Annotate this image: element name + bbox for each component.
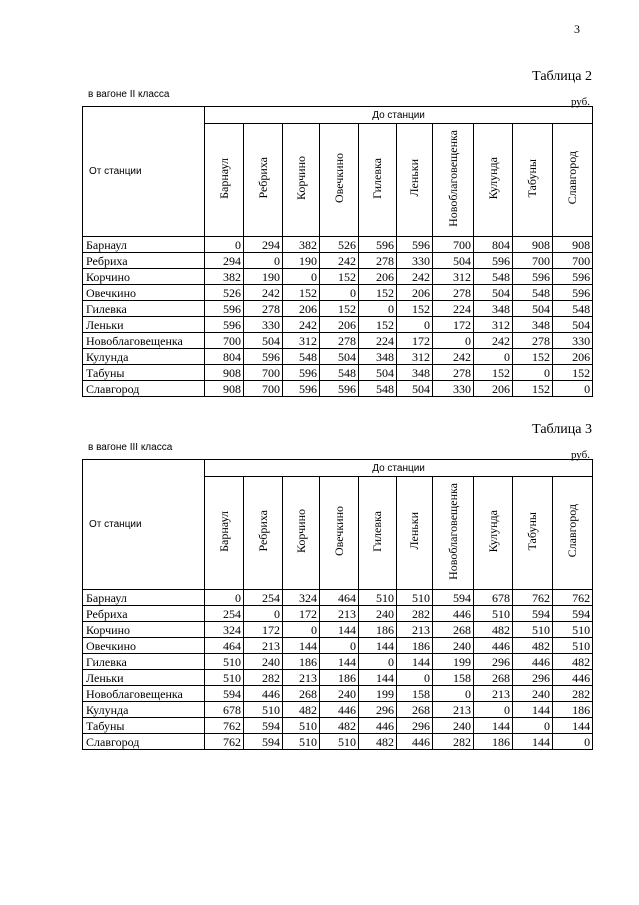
fare-cell: 804 <box>205 349 244 365</box>
fare-cell: 224 <box>359 333 397 349</box>
row-station-label: Табуны <box>83 718 205 734</box>
table-2-wagon-class: в вагоне II класса <box>88 89 170 100</box>
fare-cell: 199 <box>433 654 474 670</box>
column-header-label: Ребриха <box>255 157 270 199</box>
column-header <box>320 124 359 237</box>
fare-cell: 0 <box>205 237 244 253</box>
fare-cell: 152 <box>359 317 397 333</box>
fare-cell: 240 <box>433 638 474 654</box>
fare-cell: 186 <box>397 638 433 654</box>
fare-cell: 0 <box>553 734 593 750</box>
table-row <box>83 381 593 397</box>
fare-cell: 700 <box>244 381 283 397</box>
fare-cell: 144 <box>513 702 553 718</box>
fare-cell: 0 <box>553 381 593 397</box>
fare-cell: 510 <box>397 590 433 606</box>
fare-cell: 282 <box>244 670 283 686</box>
fare-cell: 596 <box>553 269 593 285</box>
fare-cell: 678 <box>474 590 513 606</box>
fare-cell: 330 <box>433 381 474 397</box>
fare-cell: 144 <box>397 654 433 670</box>
column-header <box>359 477 397 590</box>
fare-cell: 908 <box>205 381 244 397</box>
fare-cell: 213 <box>397 622 433 638</box>
fare-cell: 254 <box>244 590 283 606</box>
fare-cell: 348 <box>359 349 397 365</box>
fare-cell: 446 <box>244 686 283 702</box>
fare-cell: 594 <box>433 590 474 606</box>
fare-cell: 510 <box>320 734 359 750</box>
fare-cell: 510 <box>283 734 320 750</box>
fare-cell: 330 <box>553 333 593 349</box>
fare-cell: 242 <box>283 317 320 333</box>
fare-cell: 152 <box>474 365 513 381</box>
fare-cell: 382 <box>205 269 244 285</box>
from-station-header: От станции <box>83 460 205 590</box>
fare-cell: 504 <box>433 253 474 269</box>
fare-cell: 348 <box>397 365 433 381</box>
fare-cell: 294 <box>205 253 244 269</box>
fare-cell: 0 <box>244 253 283 269</box>
fare-cell: 446 <box>553 670 593 686</box>
column-header-label: Славгород <box>565 151 580 205</box>
fare-cell: 0 <box>283 269 320 285</box>
fare-cell: 254 <box>205 606 244 622</box>
fare-cell: 324 <box>283 590 320 606</box>
column-header <box>397 477 433 590</box>
fare-cell: 594 <box>244 718 283 734</box>
fare-cell: 594 <box>513 606 553 622</box>
table-3-title: Таблица 3 <box>532 422 592 437</box>
fare-cell: 199 <box>359 686 397 702</box>
fare-cell: 294 <box>244 237 283 253</box>
fare-cell: 213 <box>474 686 513 702</box>
table-row <box>83 269 593 285</box>
fare-cell: 330 <box>397 253 433 269</box>
fare-cell: 278 <box>513 333 553 349</box>
column-header-label: Табуны <box>525 511 539 551</box>
column-header-label: Новоблаговещенка <box>445 482 460 580</box>
fare-cell: 0 <box>359 301 397 317</box>
fare-cell: 144 <box>283 638 320 654</box>
fare-table-class-3 <box>82 459 593 750</box>
fare-cell: 268 <box>283 686 320 702</box>
column-header-label: Новоблаговещенка <box>445 129 460 227</box>
fare-cell: 282 <box>397 606 433 622</box>
fare-cell: 213 <box>433 702 474 718</box>
row-station-label: Гилевка <box>83 301 205 317</box>
fare-cell: 186 <box>359 622 397 638</box>
fare-cell: 240 <box>359 606 397 622</box>
fare-cell: 548 <box>320 365 359 381</box>
fare-cell: 278 <box>320 333 359 349</box>
fare-cell: 464 <box>320 590 359 606</box>
fare-cell: 348 <box>474 301 513 317</box>
fare-cell: 596 <box>397 237 433 253</box>
fare-cell: 240 <box>320 686 359 702</box>
fare-cell: 278 <box>433 285 474 301</box>
fare-cell: 158 <box>397 686 433 702</box>
table-row <box>83 317 593 333</box>
table-row <box>83 638 593 654</box>
row-station-label: Славгород <box>83 381 205 397</box>
row-station-label: Новоблаговещенка <box>83 686 205 702</box>
fare-cell: 510 <box>553 638 593 654</box>
fare-cell: 278 <box>244 301 283 317</box>
fare-cell: 144 <box>320 654 359 670</box>
table-row <box>83 301 593 317</box>
fare-cell: 504 <box>553 317 593 333</box>
fare-cell: 482 <box>553 654 593 670</box>
fare-cell: 312 <box>283 333 320 349</box>
fare-cell: 330 <box>244 317 283 333</box>
fare-cell: 446 <box>474 638 513 654</box>
table-row <box>83 734 593 750</box>
column-header <box>320 477 359 590</box>
fare-cell: 242 <box>433 349 474 365</box>
column-header-label: Овечкино <box>331 153 346 203</box>
fare-cell: 144 <box>359 638 397 654</box>
fare-cell: 0 <box>283 622 320 638</box>
from-station-header: От станции <box>83 107 205 237</box>
fare-cell: 548 <box>553 301 593 317</box>
fare-cell: 700 <box>433 237 474 253</box>
fare-cell: 296 <box>513 670 553 686</box>
fare-cell: 908 <box>205 365 244 381</box>
fare-cell: 526 <box>205 285 244 301</box>
row-station-label: Ребриха <box>83 253 205 269</box>
fare-cell: 268 <box>474 670 513 686</box>
column-header-label: Барнаул <box>216 510 231 552</box>
fare-cell: 482 <box>320 718 359 734</box>
fare-cell: 172 <box>283 606 320 622</box>
table-row <box>83 349 593 365</box>
fare-cell: 504 <box>513 301 553 317</box>
row-station-label: Славгород <box>83 734 205 750</box>
fare-cell: 464 <box>205 638 244 654</box>
fare-cell: 382 <box>283 237 320 253</box>
column-header-label: Кулунда <box>485 509 500 553</box>
row-station-label: Овечкино <box>83 285 205 301</box>
row-station-label: Кулунда <box>83 702 205 718</box>
fare-cell: 0 <box>320 285 359 301</box>
fare-cell: 324 <box>205 622 244 638</box>
fare-cell: 242 <box>397 269 433 285</box>
fare-cell: 596 <box>205 301 244 317</box>
fare-cell: 0 <box>205 590 244 606</box>
fare-cell: 296 <box>359 702 397 718</box>
fare-cell: 186 <box>553 702 593 718</box>
fare-cell: 224 <box>433 301 474 317</box>
fare-cell: 206 <box>397 285 433 301</box>
column-header <box>205 477 244 590</box>
fare-cell: 312 <box>433 269 474 285</box>
column-header <box>433 477 474 590</box>
row-station-label: Леньки <box>83 317 205 333</box>
table-row <box>83 333 593 349</box>
fare-cell: 206 <box>474 381 513 397</box>
column-header <box>513 477 553 590</box>
fare-cell: 278 <box>359 253 397 269</box>
to-station-header: До станции <box>205 460 593 477</box>
fare-cell: 0 <box>359 654 397 670</box>
fare-cell: 908 <box>513 237 553 253</box>
fare-cell: 186 <box>283 654 320 670</box>
fare-cell: 596 <box>205 317 244 333</box>
fare-cell: 510 <box>205 670 244 686</box>
fare-cell: 240 <box>433 718 474 734</box>
fare-cell: 594 <box>205 686 244 702</box>
column-header <box>553 124 593 237</box>
fare-cell: 296 <box>474 654 513 670</box>
fare-cell: 242 <box>244 285 283 301</box>
fare-cell: 504 <box>359 365 397 381</box>
fare-cell: 446 <box>397 734 433 750</box>
fare-cell: 240 <box>513 686 553 702</box>
column-header-label: Гилевка <box>370 510 384 552</box>
fare-cell: 282 <box>553 686 593 702</box>
column-header <box>205 124 244 237</box>
fare-cell: 510 <box>553 622 593 638</box>
fare-cell: 213 <box>244 638 283 654</box>
fare-cell: 446 <box>320 702 359 718</box>
fare-cell: 908 <box>553 237 593 253</box>
fare-cell: 510 <box>474 606 513 622</box>
row-station-label: Табуны <box>83 365 205 381</box>
to-station-header: До станции <box>205 107 593 124</box>
fare-cell: 446 <box>513 654 553 670</box>
fare-cell: 144 <box>553 718 593 734</box>
fare-cell: 152 <box>320 301 359 317</box>
fare-cell: 510 <box>244 702 283 718</box>
row-station-label: Корчино <box>83 622 205 638</box>
row-station-label: Ребриха <box>83 606 205 622</box>
fare-cell: 804 <box>474 237 513 253</box>
fare-cell: 596 <box>320 381 359 397</box>
fare-cell: 0 <box>513 365 553 381</box>
fare-cell: 152 <box>320 269 359 285</box>
fare-cell: 596 <box>283 381 320 397</box>
fare-cell: 144 <box>320 622 359 638</box>
column-header-label: Корчино <box>293 156 308 200</box>
fare-cell: 596 <box>283 365 320 381</box>
fare-cell: 240 <box>244 654 283 670</box>
row-station-label: Барнаул <box>83 237 205 253</box>
fare-cell: 510 <box>513 622 553 638</box>
fare-table-class-2 <box>82 106 593 397</box>
fare-cell: 186 <box>320 670 359 686</box>
column-header <box>283 124 320 237</box>
fare-cell: 504 <box>474 285 513 301</box>
fare-cell: 206 <box>283 301 320 317</box>
fare-cell: 282 <box>433 734 474 750</box>
fare-cell: 312 <box>474 317 513 333</box>
fare-cell: 242 <box>474 333 513 349</box>
fare-cell: 0 <box>397 317 433 333</box>
fare-cell: 762 <box>205 718 244 734</box>
fare-cell: 312 <box>397 349 433 365</box>
fare-cell: 596 <box>359 237 397 253</box>
fare-cell: 446 <box>433 606 474 622</box>
fare-cell: 510 <box>359 590 397 606</box>
fare-cell: 596 <box>513 269 553 285</box>
table-row <box>83 285 593 301</box>
fare-cell: 700 <box>553 253 593 269</box>
fare-cell: 0 <box>397 670 433 686</box>
fare-cell: 0 <box>513 718 553 734</box>
table-row <box>83 718 593 734</box>
row-station-label: Овечкино <box>83 638 205 654</box>
fare-cell: 594 <box>244 734 283 750</box>
column-header-label: Леньки <box>407 159 421 197</box>
row-station-label: Кулунда <box>83 349 205 365</box>
column-header-label: Овечкино <box>331 506 346 556</box>
fare-cell: 152 <box>359 285 397 301</box>
row-station-label: Новоблаговещенка <box>83 333 205 349</box>
table-3-wagon-class: в вагоне III класса <box>88 442 173 453</box>
fare-cell: 172 <box>244 622 283 638</box>
table-row <box>83 590 593 606</box>
fare-cell: 172 <box>433 317 474 333</box>
row-station-label: Гилевка <box>83 654 205 670</box>
page-number: 3 <box>574 22 580 36</box>
fare-cell: 596 <box>553 285 593 301</box>
table-3-unit: руб. <box>570 449 590 461</box>
column-header <box>433 124 474 237</box>
fare-cell: 152 <box>513 381 553 397</box>
column-header <box>513 124 553 237</box>
table-row <box>83 686 593 702</box>
fare-cell: 0 <box>433 333 474 349</box>
fare-cell: 186 <box>474 734 513 750</box>
column-header-label: Барнаул <box>216 157 231 199</box>
fare-cell: 510 <box>283 718 320 734</box>
fare-cell: 504 <box>244 333 283 349</box>
fare-cell: 678 <box>205 702 244 718</box>
column-header <box>283 477 320 590</box>
fare-cell: 144 <box>359 670 397 686</box>
column-header-label: Табуны <box>525 158 539 198</box>
column-header-label: Леньки <box>407 512 421 550</box>
fare-cell: 446 <box>359 718 397 734</box>
row-station-label: Корчино <box>83 269 205 285</box>
fare-cell: 482 <box>283 702 320 718</box>
fare-cell: 242 <box>320 253 359 269</box>
fare-cell: 348 <box>513 317 553 333</box>
table-row <box>83 365 593 381</box>
fare-cell: 213 <box>283 670 320 686</box>
fare-cell: 482 <box>474 622 513 638</box>
fare-cell: 0 <box>320 638 359 654</box>
column-header <box>553 477 593 590</box>
fare-cell: 510 <box>205 654 244 670</box>
fare-cell: 278 <box>433 365 474 381</box>
fare-cell: 296 <box>397 718 433 734</box>
column-header <box>474 124 513 237</box>
table-row <box>83 237 593 253</box>
fare-cell: 526 <box>320 237 359 253</box>
table-row <box>83 622 593 638</box>
column-header <box>244 124 283 237</box>
fare-cell: 206 <box>553 349 593 365</box>
fare-cell: 0 <box>474 349 513 365</box>
fare-cell: 762 <box>205 734 244 750</box>
fare-cell: 190 <box>244 269 283 285</box>
fare-cell: 152 <box>283 285 320 301</box>
fare-cell: 762 <box>553 590 593 606</box>
column-header-label: Гилевка <box>370 157 384 199</box>
fare-cell: 152 <box>553 365 593 381</box>
fare-cell: 0 <box>474 702 513 718</box>
fare-cell: 596 <box>474 253 513 269</box>
fare-cell: 482 <box>513 638 553 654</box>
fare-cell: 158 <box>433 670 474 686</box>
fare-cell: 268 <box>397 702 433 718</box>
table-row <box>83 606 593 622</box>
column-header <box>397 124 433 237</box>
table-2-title: Таблица 2 <box>532 69 592 84</box>
table-row <box>83 654 593 670</box>
fare-cell: 548 <box>283 349 320 365</box>
fare-cell: 0 <box>433 686 474 702</box>
table-row <box>83 670 593 686</box>
column-header-label: Ребриха <box>255 510 270 552</box>
fare-cell: 548 <box>513 285 553 301</box>
fare-cell: 190 <box>283 253 320 269</box>
column-header-label: Корчино <box>293 509 308 553</box>
fare-cell: 152 <box>513 349 553 365</box>
table-row <box>83 253 593 269</box>
table-2-unit: руб. <box>570 96 590 108</box>
fare-cell: 504 <box>397 381 433 397</box>
fare-cell: 172 <box>397 333 433 349</box>
fare-cell: 0 <box>244 606 283 622</box>
fare-cell: 268 <box>433 622 474 638</box>
fare-cell: 700 <box>513 253 553 269</box>
row-station-label: Леньки <box>83 670 205 686</box>
fare-cell: 548 <box>359 381 397 397</box>
fare-cell: 700 <box>244 365 283 381</box>
fare-cell: 144 <box>474 718 513 734</box>
fare-cell: 548 <box>474 269 513 285</box>
fare-cell: 504 <box>320 349 359 365</box>
fare-cell: 594 <box>553 606 593 622</box>
column-header <box>244 477 283 590</box>
fare-cell: 762 <box>513 590 553 606</box>
column-header <box>359 124 397 237</box>
fare-cell: 144 <box>513 734 553 750</box>
column-header-label: Кулунда <box>485 156 500 200</box>
fare-cell: 206 <box>359 269 397 285</box>
fare-cell: 206 <box>320 317 359 333</box>
fare-cell: 700 <box>205 333 244 349</box>
column-header <box>474 477 513 590</box>
column-header-label: Славгород <box>565 504 580 558</box>
table-row <box>83 702 593 718</box>
fare-cell: 213 <box>320 606 359 622</box>
fare-cell: 482 <box>359 734 397 750</box>
fare-cell: 596 <box>244 349 283 365</box>
fare-cell: 152 <box>397 301 433 317</box>
row-station-label: Барнаул <box>83 590 205 606</box>
